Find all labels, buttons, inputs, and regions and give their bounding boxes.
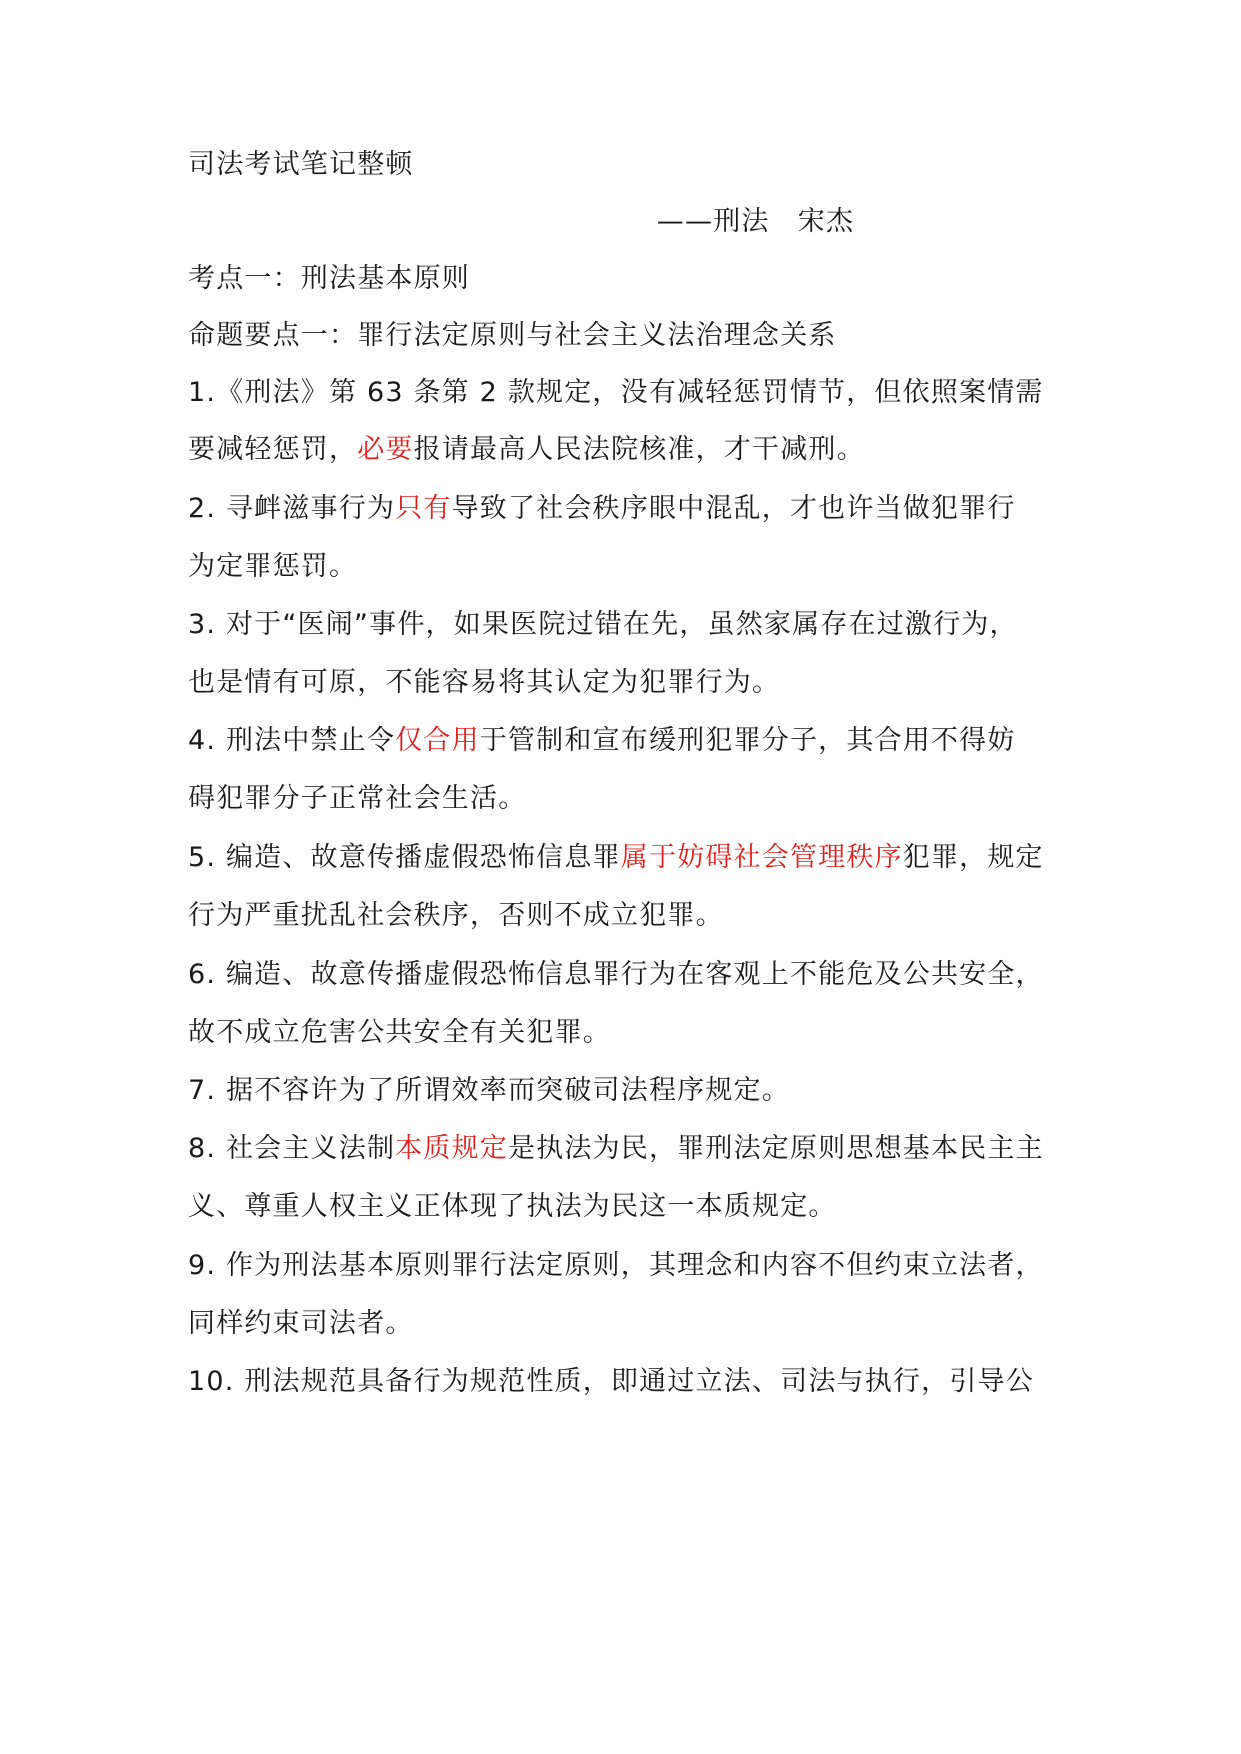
item-9-line-2: 同样约束司法者。 [188, 1308, 414, 1339]
highlight-text: 仅合用 [395, 725, 480, 756]
doc-subtitle: ——刑法 宋杰 [656, 206, 855, 237]
item-1-line-2: 要减轻惩罚，必要报请最高人民法院核准，才干减刑。 [188, 434, 865, 465]
item-1-line-1: 1.《刑法》第 63 条第 2 款规定，没有减轻惩罚情节，但依照案情需 [188, 377, 1044, 408]
item-2-line-2: 为定罪惩罚。 [188, 551, 358, 582]
highlight-text: 必要 [357, 434, 414, 465]
doc-title: 司法考试笔记整顿 [188, 149, 414, 180]
item-5-line-1: 5. 编造、故意传播虚假恐怖信息罪属于妨碍社会管理秩序犯罪，规定 [188, 842, 1044, 873]
item-8-line-2: 义、尊重人权主义正体现了执法为民这一本质规定。 [188, 1191, 837, 1222]
item-4-line-2: 碍犯罪分子正常社会生活。 [188, 783, 527, 814]
item-6-line-2: 故不成立危害公共安全有关犯罪。 [188, 1017, 611, 1048]
item-3-line-1: 3. 对于“医闹”事件，如果医院过错在先，虽然家属存在过激行为， [188, 609, 1018, 640]
item-9-line-1: 9. 作为刑法基本原则罪行法定原则，其理念和内容不但约束立法者， [188, 1250, 1044, 1281]
highlight-text: 属于妨碍社会管理秩序 [620, 842, 903, 873]
item-7-line-1: 7. 据不容许为了所谓效率而突破司法程序规定。 [188, 1075, 790, 1106]
item-6-line-1: 6. 编造、故意传播虚假恐怖信息罪行为在客观上不能危及公共安全， [188, 959, 1044, 990]
item-10-line-1: 10. 刑法规范具备行为规范性质，即通过立法、司法与执行，引导公 [188, 1366, 1034, 1397]
highlight-text: 只有 [395, 493, 452, 524]
item-5-line-2: 行为严重扰乱社会秩序，否则不成立犯罪。 [188, 900, 724, 931]
topic-heading: 命题要点一：罪行法定原则与社会主义法治理念关系 [188, 320, 837, 351]
item-8-line-1: 8. 社会主义法制本质规定是执法为民，罪刑法定原则思想基本民主主 [188, 1133, 1044, 1164]
item-3-line-2: 也是情有可原，不能容易将其认定为犯罪行为。 [188, 667, 781, 698]
item-2-line-1: 2. 寻衅滋事行为只有导致了社会秩序眼中混乱，才也许当做犯罪行 [188, 493, 1016, 524]
item-4-line-1: 4. 刑法中禁止令仅合用于管制和宣布缓刑犯罪分子，其合用不得妨 [188, 725, 1016, 756]
section-heading: 考点一：刑法基本原则 [188, 263, 470, 294]
highlight-text: 本质规定 [395, 1133, 508, 1164]
